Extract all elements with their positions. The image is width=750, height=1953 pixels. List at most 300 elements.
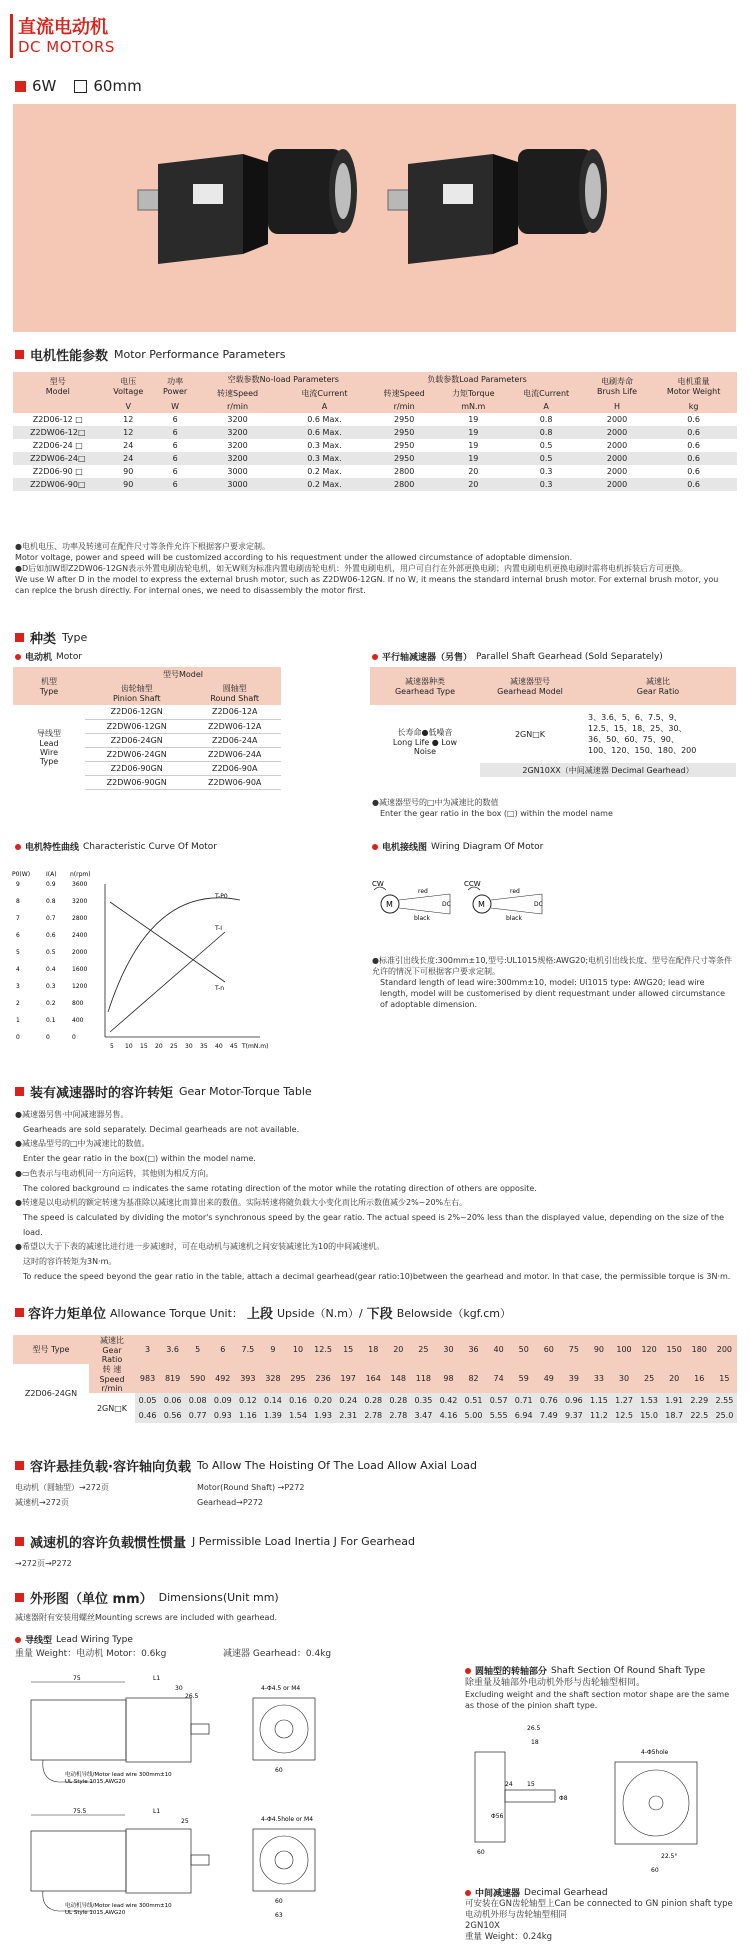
perf-h-current1: 电流Current xyxy=(301,388,348,398)
lead-subtitle-en: Lead Wiring Type xyxy=(56,1634,133,1645)
gt-h-ratio: 减速比 Gear Ratio xyxy=(636,677,680,696)
perf-unit: V xyxy=(125,402,131,411)
at-ratio: 20 xyxy=(393,1345,404,1354)
at-lower: 18.7 xyxy=(662,1408,687,1423)
perf-cell: 2950 xyxy=(393,428,415,437)
allow-title-marker xyxy=(15,1308,24,1317)
gt-type: 长寿命●低噪音 Long Life ● Low Noise xyxy=(392,727,458,756)
at-ratio: 36 xyxy=(468,1345,479,1354)
gt-note: ●减速器型号的□中为减速比的数值 Enter the gear ratio in the box (□) within the model name xyxy=(372,798,613,818)
at-upper: 0.20 xyxy=(311,1393,336,1408)
curve-x-tick: 10 xyxy=(125,1043,133,1050)
perf-cell: 0.6 Max. xyxy=(307,415,342,424)
mt-cell: Z2DW06-24A xyxy=(188,747,281,761)
mt-h-pinion: 齿轮轴型 Pinion Shaft xyxy=(112,684,161,703)
at-lower: 0.77 xyxy=(185,1408,210,1423)
at-speed: 30 xyxy=(618,1374,630,1383)
x-axis-label: T(mN.m) xyxy=(242,1043,269,1050)
at-ratio: 30 xyxy=(443,1345,454,1354)
perf-note-2-cn: ●D后如加W即Z2DW06-12GN表示外置电刷齿轮电机，如无W则为标准内置电刷齿轮电机：外置电刷电机，用户可自行在外部更换电刷；内置电刷电机更换电刷时需将电机拆装后方可更换。 xyxy=(15,564,689,573)
hoist-title xyxy=(15,1456,477,1475)
label-t-p0: T-P0 xyxy=(215,893,228,900)
svg-text:63: 63 xyxy=(275,1912,283,1919)
at-ratio: 75 xyxy=(568,1345,579,1354)
at-speed: 59 xyxy=(518,1374,529,1383)
at-upper: 1.15 xyxy=(586,1393,611,1408)
perf-title-cn: 电机性能参数 xyxy=(30,349,109,364)
wiring-note: ●标准引出线长度:300mm±10,型号:UL1015规格:AWG20;电机引出线长度、型号在配件尺寸等条件允许的情况下可根据客户要求定制。 Standard length of lead wire:300mm±10, model: Ul1015 type: AWG20; lead wire length, model will be customerised by dient requestmant under allowed circumstance of adoptable dimension. xyxy=(372,956,733,1009)
at-ratio: 3 xyxy=(144,1345,151,1354)
at-ratio: 120 xyxy=(641,1345,657,1354)
perf-cell: 24 xyxy=(123,454,134,463)
perf-cell: Z2DW06-24□ xyxy=(30,454,86,463)
mt-cell: Z2DW06-90A xyxy=(188,775,281,789)
decimal-gear-subtitle-marker xyxy=(465,1890,471,1896)
svg-text:L1: L1 xyxy=(153,1808,161,1815)
at-h-type: 型号 Type xyxy=(32,1345,70,1354)
at-upper: 2.29 xyxy=(687,1393,712,1408)
at-ratio: 60 xyxy=(543,1345,554,1354)
perf-row xyxy=(13,465,737,478)
perf-row xyxy=(13,452,737,465)
at-speed: 328 xyxy=(265,1374,281,1383)
svg-text:60: 60 xyxy=(275,1898,283,1905)
svg-text:26.5: 26.5 xyxy=(185,1693,199,1700)
header-accent-bar xyxy=(10,14,13,58)
at-speed: 164 xyxy=(365,1374,381,1383)
perf-h-model: 型号 Model xyxy=(45,377,70,396)
wiring-red-cw: red xyxy=(418,888,428,895)
at-speed-label: 转 速 Speed r/min xyxy=(99,1365,125,1393)
label-t-n: T-n xyxy=(215,985,225,992)
lead-wire-drawing-1 xyxy=(13,1670,353,1800)
torque-title-cn: 装有减速器时的容许转矩 xyxy=(30,1086,174,1101)
product-photo xyxy=(13,104,736,332)
mt-cell: Z2D06-90A xyxy=(188,761,281,775)
perf-cell: Z2D06-12 □ xyxy=(32,415,83,424)
perf-cell: 2950 xyxy=(393,415,415,424)
perf-cell: 0.8 xyxy=(539,428,553,437)
at-upper: 0.71 xyxy=(511,1393,536,1408)
at-lower: 22.5 xyxy=(687,1408,712,1423)
at-ratio: 180 xyxy=(691,1345,707,1354)
curve-tick-i-ticks: 0.1 xyxy=(46,1017,56,1024)
hoist-lines: 电动机（圆轴型）→272页 减速机→272页 xyxy=(15,1483,109,1507)
decimal-gear-subtitle-en: Decimal Gearhead xyxy=(524,1887,608,1898)
round-shaft-subtitle xyxy=(465,1664,705,1677)
round-shaft-subtitle-en: Shaft Section Of Round Shaft Type xyxy=(551,1665,706,1676)
wiring-m-ccw: M xyxy=(478,900,485,909)
perf-unit: r/min xyxy=(227,402,249,411)
curve-x-tick: 25 xyxy=(170,1043,178,1050)
at-lower: 1.16 xyxy=(235,1408,260,1423)
shaft-gearface-outline xyxy=(475,1752,505,1842)
svg-text:60: 60 xyxy=(275,1767,283,1774)
at-lower: 6.94 xyxy=(511,1408,536,1423)
curve-tick-p-ticks: 3 xyxy=(16,983,20,990)
at-lower: 12.5 xyxy=(611,1408,636,1423)
allow-upper-cn: 上段 xyxy=(246,1307,273,1322)
motor-subtitle-cn: 电动机 xyxy=(25,653,53,663)
at-upper: 0.51 xyxy=(461,1393,486,1408)
shaft-outline xyxy=(191,1724,209,1734)
curve-tick-n-ticks: 800 xyxy=(72,1000,84,1007)
curve-tick-p-ticks: 5 xyxy=(16,949,20,956)
perf-h-speed2: 转速Speed xyxy=(383,388,425,398)
perf-cell: 2800 xyxy=(393,467,415,476)
curve-tick-n-ticks: 2400 xyxy=(72,932,88,939)
curve-x-tick: 20 xyxy=(155,1043,163,1050)
at-upper: 0.08 xyxy=(185,1393,210,1408)
perf-cell: 2800 xyxy=(393,480,415,489)
spec-power-marker xyxy=(15,81,26,92)
spec-frame-box xyxy=(74,80,87,93)
at-ratio: 10 xyxy=(292,1345,304,1354)
at-upper: 0.16 xyxy=(285,1393,310,1408)
at-lower: 15.0 xyxy=(637,1408,662,1423)
lead-subtitle-cn: 导线型 xyxy=(25,1636,53,1646)
perf-cell: 0.3 xyxy=(539,480,553,489)
at-lower: 5.55 xyxy=(486,1408,511,1423)
gt-decimal: 2GN10XX（中间减速器 Decimal Gearhead） xyxy=(522,765,694,775)
at-lower: 0.56 xyxy=(160,1408,185,1423)
perf-cell: 0.2 Max. xyxy=(307,480,342,489)
mt-cell: Z2D06-12GN xyxy=(85,705,188,719)
at-speed: 20 xyxy=(669,1374,680,1383)
perf-title xyxy=(15,345,285,364)
perf-cell: 20 xyxy=(468,480,479,489)
curve-t-n xyxy=(110,902,225,982)
inertia-title-cn: 减速机的容许负载惯性惯量 xyxy=(30,1536,187,1551)
decimal-gear-desc: 可安装在GN齿轮轴型上Can be connected to GN pinion shaft type 电动机外形与齿轮轴型相同 2GN10X 重量 Weight：0.24kg xyxy=(465,1899,733,1942)
mt-cell: Z2D06-24GN xyxy=(85,733,188,747)
svg-text:UL Style 1015,AWG20: UL Style 1015,AWG20 xyxy=(65,1779,126,1785)
perf-h-torque: 力矩Torque xyxy=(451,388,495,398)
type-title-marker xyxy=(15,633,24,642)
allow-upper-en: Upside（N.m）/ xyxy=(276,1306,363,1320)
svg-text:Φ8: Φ8 xyxy=(559,1795,568,1802)
at-lower: 2.31 xyxy=(336,1408,361,1423)
perf-row xyxy=(13,413,737,426)
at-lower: 25.0 xyxy=(712,1408,737,1423)
svg-text:26.5: 26.5 xyxy=(527,1725,541,1732)
wiring-subtitle-marker xyxy=(372,844,378,850)
perf-unit: A xyxy=(543,402,549,411)
perf-cell: 0.6 Max. xyxy=(307,428,342,437)
at-upper: 0.06 xyxy=(160,1393,185,1408)
allow-lower-en: Belowside（kgf.cm） xyxy=(396,1306,512,1320)
perf-cell: 0.3 xyxy=(539,467,553,476)
perf-note-2-en: We use W after D in the model to express the external brush motor, such as Z2DW06-12GN. If no W, it means the standard internal brush motor. For external brush motor, you can replce the brush directly. For internal ones, we need to disassembly the motor first. xyxy=(15,575,719,595)
perf-cell: 0.6 xyxy=(687,428,700,437)
mt-h-model: 型号Model xyxy=(162,669,204,679)
at-speed: 492 xyxy=(215,1374,231,1383)
at-speed: 236 xyxy=(315,1374,331,1383)
at-upper: 0.28 xyxy=(386,1393,411,1408)
at-speed: 15 xyxy=(719,1374,730,1383)
page-title-cn: 直流电动机 xyxy=(18,17,108,38)
perf-cell: 0.3 Max. xyxy=(307,441,342,450)
perf-title-en: Motor Performance Parameters xyxy=(114,348,286,361)
perf-cell: 19 xyxy=(468,454,479,463)
at-lower: 4.16 xyxy=(436,1408,461,1423)
mt-type-cell: 导线型 Lead Wire Type xyxy=(37,729,61,766)
curve-tick-n-ticks: 1200 xyxy=(72,983,88,990)
curve-tick-n-ticks: 3600 xyxy=(72,881,88,888)
perf-cell: 3000 xyxy=(227,480,248,489)
wiring-black-ccw: black xyxy=(506,915,522,922)
inertia-title-en: J Permissible Load Inertia J For Gearhead xyxy=(192,1535,415,1548)
wiring-subtitle-en: Wiring Diagram Of Motor xyxy=(431,841,544,852)
mt-cell: Z2DW06-90GN xyxy=(85,775,188,789)
motor-type-table xyxy=(13,667,281,790)
at-upper: 1.91 xyxy=(662,1393,687,1408)
svg-text:4-Φ5hole: 4-Φ5hole xyxy=(641,1749,669,1756)
curve-tick-p-ticks: 4 xyxy=(16,966,20,973)
at-upper: 0.24 xyxy=(336,1393,361,1408)
front-view-outline xyxy=(253,1698,315,1760)
perf-cell: 12 xyxy=(123,428,134,437)
perf-unit: H xyxy=(614,402,621,411)
mt-cell: Z2DW06-24GN xyxy=(85,747,188,761)
perf-cell: 20 xyxy=(468,467,479,476)
hoist-lines-en: Motor(Round Shaft) →P272 Gearhead→P272 xyxy=(197,1483,305,1507)
at-lower: 3.47 xyxy=(411,1408,436,1423)
curve-tick-p-ticks: 1 xyxy=(16,1017,20,1024)
allow-lower-cn: 下段 xyxy=(366,1307,393,1322)
at-speed: 393 xyxy=(240,1374,256,1383)
weight-gearhead: 减速器 Gearhead：0.4kg xyxy=(223,1649,332,1659)
y-label-p: P0(W) xyxy=(12,871,31,878)
perf-row xyxy=(13,439,737,452)
characteristic-curve-chart xyxy=(10,862,300,1062)
curve-tick-p-ticks: 0 xyxy=(16,1034,20,1041)
at-upper: 0.57 xyxy=(486,1393,511,1408)
perf-cell: 2000 xyxy=(606,441,628,450)
at-ratio: 7.5 xyxy=(241,1345,255,1354)
perf-cell: 3200 xyxy=(227,415,248,424)
perf-cell: 3200 xyxy=(227,428,248,437)
at-upper: 1.53 xyxy=(637,1393,662,1408)
torque-title-en: Gear Motor-Torque Table xyxy=(179,1085,312,1098)
at-ratio: 100 xyxy=(616,1345,632,1354)
svg-text:Φ56: Φ56 xyxy=(491,1813,504,1820)
curve-t-p0 xyxy=(108,898,240,1012)
wiring-subtitle xyxy=(372,840,543,853)
at-ratio: 200 xyxy=(716,1345,733,1354)
wiring-dc-cw: DC xyxy=(442,901,451,908)
perf-cell: Z2D06-90 □ xyxy=(32,467,83,476)
hoist-title-cn: 容许悬挂负载·容许轴向负载 xyxy=(30,1460,191,1475)
at-model: Z2D06-24GN xyxy=(13,1364,89,1423)
svg-text:75: 75 xyxy=(73,1675,81,1682)
perf-cell: 24 xyxy=(123,441,134,450)
perf-unit: mN.m xyxy=(461,402,486,411)
wiring-diagram xyxy=(370,878,550,928)
at-speed: 98 xyxy=(443,1374,454,1383)
perf-cell: 0.6 xyxy=(687,467,700,476)
perf-h-current2: 电流Current xyxy=(523,388,570,398)
perf-unit: r/min xyxy=(393,402,415,411)
lead-subtitle xyxy=(15,1633,133,1646)
wiring-ccw: CCW xyxy=(464,880,481,888)
round-shaft-front-outline xyxy=(615,1762,697,1844)
torque-title xyxy=(15,1082,312,1101)
perf-h-load: 负载参数Load Parameters xyxy=(427,374,527,384)
at-ratio: 90 xyxy=(593,1345,605,1354)
y-label-i: I(A) xyxy=(46,871,57,878)
at-ratio: 9 xyxy=(270,1345,276,1354)
perf-cell: 2950 xyxy=(393,454,415,463)
mt-cell: Z2D06-24A xyxy=(188,733,281,747)
at-upper: 0.14 xyxy=(260,1393,285,1408)
gearhead-subtitle xyxy=(372,650,663,663)
at-lower: 7.49 xyxy=(536,1408,561,1423)
perf-cell: 2000 xyxy=(606,467,628,476)
curve-x-tick: 15 xyxy=(140,1043,148,1050)
perf-h-weight: 电机重量 Motor Weight xyxy=(666,377,721,396)
curve-t-i xyxy=(110,932,225,1032)
at-upper: 2.55 xyxy=(712,1393,737,1408)
mt-cell: Z2DW06-12GN xyxy=(85,719,188,733)
svg-text:75.5: 75.5 xyxy=(73,1808,87,1815)
perf-cell: 6 xyxy=(172,454,178,463)
curve-tick-p-ticks: 9 xyxy=(16,881,20,888)
at-lower: 0.46 xyxy=(135,1408,160,1423)
perf-unit: A xyxy=(321,402,328,411)
dims-title xyxy=(15,1588,279,1607)
mt-cell: Z2D06-90GN xyxy=(85,761,188,775)
curve-tick-n-ticks: 0 xyxy=(72,1034,76,1041)
decimal-gear-subtitle xyxy=(465,1886,608,1899)
decimal-gear-subtitle-cn: 中间减速器 xyxy=(475,1889,521,1899)
curve-x-tick: 40 xyxy=(215,1043,223,1050)
dims-note: 减速器附有安装用螺丝Mounting screws are included with gearhead. xyxy=(15,1613,278,1622)
at-lower: 2.78 xyxy=(386,1408,411,1423)
perf-cell: 6 xyxy=(172,480,178,489)
at-ratio: 15 xyxy=(343,1345,354,1354)
at-upper: 0.96 xyxy=(561,1393,586,1408)
svg-text:25: 25 xyxy=(181,1818,189,1825)
torque-title-marker xyxy=(15,1087,24,1096)
svg-text:L1: L1 xyxy=(153,1675,161,1682)
perf-cell: 2000 xyxy=(606,428,628,437)
at-ratio: 12.5 xyxy=(314,1345,332,1354)
at-lower: 5.00 xyxy=(461,1408,486,1423)
inertia-title xyxy=(15,1532,415,1551)
perf-units-row xyxy=(13,400,737,413)
at-upper: 0.28 xyxy=(361,1393,386,1408)
svg-text:4-Φ4.5hole or M4: 4-Φ4.5hole or M4 xyxy=(261,1816,314,1823)
round-shaft-subtitle-marker xyxy=(465,1668,471,1674)
perf-h-speed1: 转速Speed xyxy=(217,388,259,398)
perf-cell: 0.6 xyxy=(687,441,700,450)
motor-subtitle-marker xyxy=(15,654,21,660)
perf-cell: 0.5 xyxy=(539,441,553,450)
curve-subtitle-cn: 电机特性曲线 xyxy=(25,843,80,853)
curve-x-tick: 30 xyxy=(185,1043,193,1050)
svg-text:60: 60 xyxy=(651,1867,659,1874)
motor-2-image xyxy=(388,149,607,264)
perf-notes xyxy=(15,541,735,596)
at-ratio: 6 xyxy=(220,1345,226,1354)
perf-h-power: 功率 Power xyxy=(163,377,188,396)
mt-body xyxy=(13,705,281,789)
svg-text:4-Φ4.5 or M4: 4-Φ4.5 or M4 xyxy=(261,1685,301,1692)
at-upper: 0.12 xyxy=(235,1393,260,1408)
type-title-cn: 种类 xyxy=(30,632,57,647)
at-ratio: 3.6 xyxy=(166,1345,179,1354)
mt-h-type: 机型 Type xyxy=(39,677,59,696)
perf-row xyxy=(13,426,737,439)
wiring-black-cw: black xyxy=(414,915,430,922)
perf-cell: 0.6 xyxy=(687,480,700,489)
at-speed: 33 xyxy=(593,1374,605,1383)
motor-body-outline xyxy=(31,1700,126,1760)
at-ratio: 40 xyxy=(493,1345,504,1354)
curve-tick-n-ticks: 400 xyxy=(72,1017,84,1024)
svg-text:18: 18 xyxy=(531,1739,539,1746)
type-title xyxy=(15,628,87,647)
curve-subtitle xyxy=(15,840,217,853)
at-upper: 0.35 xyxy=(411,1393,436,1408)
round-shaft-outline xyxy=(505,1790,555,1802)
curve-subtitle-marker xyxy=(15,844,21,850)
at-speed: 16 xyxy=(694,1374,705,1383)
perf-cell: 0.8 xyxy=(539,415,553,424)
curve-x-tick: 35 xyxy=(200,1043,208,1050)
mt-cell: Z2DW06-12A xyxy=(188,719,281,733)
wiring-dc-ccw: DC xyxy=(534,901,543,908)
curve-tick-i-ticks: 0.8 xyxy=(46,898,56,905)
curve-tick-i-ticks: 0.9 xyxy=(46,881,56,888)
perf-cell: 12 xyxy=(123,415,134,424)
perf-cell: 0.6 xyxy=(687,454,700,463)
curve-tick-n-ticks: 1600 xyxy=(72,966,88,973)
gt-model: 2GN□K xyxy=(514,729,546,739)
motor-subtitle-en: Motor xyxy=(56,651,83,662)
label-t-i: T-I xyxy=(215,925,223,932)
curve-tick-i-ticks: 0.6 xyxy=(46,932,56,939)
torque-notes: ●减速器另售·中间减速器另售。 Gearheads are sold separately. Decimal gearheads are not available. ●减速品型号的□中为减速比的数值。 Enter the gear ratio in the box(□) within the model name. ●▭色表示与电动机同一方向运转，其他则为相反方向。 The colored background ▭ indicates the same rotating direction of the motor while the rotating direction of others are opposite. ●转速是以电动机的额定转速为基准除以减速比而算出来的数值。实际转速将随负载大小变化而比所示数值减少2%~20%左右。 The speed is calculated by dividing the motor's synchronous speed by the gear ratio. The actual speed is 2%~20% less than the displayed value, depending on the size of the load. ●希望以大于下表的减速比进行进一步减速时，可在电动机与减速机之间安装减速比为10的中间减速机。 这时的容许转矩为3N·m。 To reduce the speed beyond the gear ratio in the table, attach a decimal gearhead(gear ratio:10)between the gearhead and motor. In that case, the permissible torque is 3N·m. xyxy=(15,1110,731,1281)
perf-cell: 3200 xyxy=(227,441,248,450)
curve-tick-i-ticks: 0.4 xyxy=(46,966,56,973)
at-lower: 11.2 xyxy=(586,1408,611,1423)
perf-cell: Z2D06-24 □ xyxy=(32,441,83,450)
lead-wire-drawing-2 xyxy=(13,1805,353,1935)
motor-1-image xyxy=(138,149,357,264)
at-speed: 197 xyxy=(340,1374,356,1383)
wire-black-ccw xyxy=(491,908,542,914)
perf-unit: W xyxy=(171,402,180,411)
allow-title xyxy=(15,1303,511,1322)
hoist-title-en: To Allow The Hoisting Of The Load Allow Axial Load xyxy=(196,1459,477,1472)
wiring-cw: CW xyxy=(372,880,384,888)
gt-ratios: 3、3.6、5、6、7.5、9、 12.5、15、18、25、30、 36、50、60、75、90、 100、120、150、180、200 xyxy=(588,713,697,755)
curve-tick-p-ticks: 6 xyxy=(16,932,20,939)
at-speed: 819 xyxy=(164,1374,181,1383)
perf-title-marker xyxy=(15,350,24,359)
wiring-m-cw: M xyxy=(386,900,393,909)
at-upper: 0.42 xyxy=(436,1393,461,1408)
perf-cell: 19 xyxy=(468,428,479,437)
perf-table-head xyxy=(13,372,737,413)
curve-tick-p-ticks: 8 xyxy=(16,898,20,905)
perf-table-body xyxy=(13,413,737,491)
at-speed: 49 xyxy=(543,1374,554,1383)
perf-cell: 0.2 Max. xyxy=(307,467,342,476)
perf-row xyxy=(13,478,737,491)
